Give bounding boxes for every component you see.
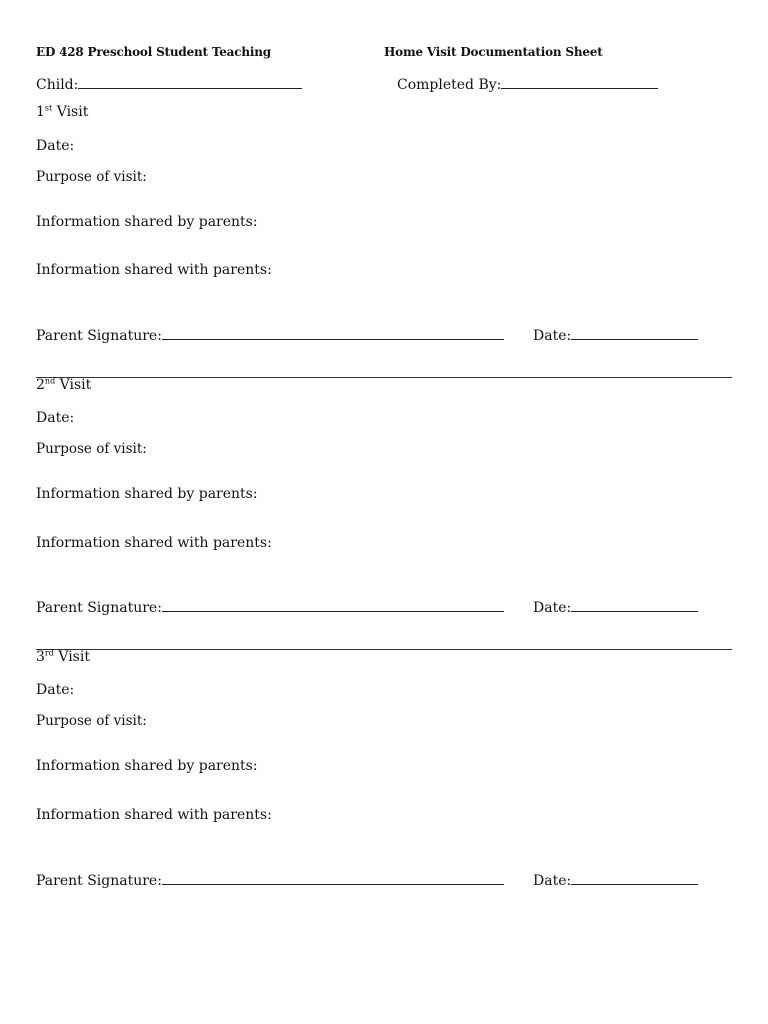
visit-3-suffix: rd [44,648,54,658]
visit-3-sig-date-blank[interactable] [571,872,698,885]
completed-by-label: Completed By: [397,77,502,93]
visit-1-signature-label: Parent Signature: [36,328,162,344]
visit-3-sig-date-label: Date: [533,873,572,889]
child-blank[interactable] [78,76,302,89]
visit-2-number: 2 [36,377,45,393]
child-field[interactable] [36,76,302,93]
visit-1-suffix: st [44,103,53,113]
visit-3-info-by-label: Information shared by parents: [36,758,258,774]
visit-1-signature-field[interactable] [36,327,504,344]
visit-3-word: Visit [58,649,90,665]
completed-by-blank[interactable] [501,76,658,89]
sheet-title: Home Visit Documentation Sheet [384,45,603,59]
visit-1-heading [36,104,88,120]
visit-2-signature-field[interactable] [36,599,504,616]
visit-2-sig-date-label: Date: [533,600,572,616]
course-title: ED 428 Preschool Student Teaching [36,45,271,59]
visit-1-info-with-label: Information shared with parents: [36,262,272,278]
visit-1-purpose-label: Purpose of visit: [36,169,147,185]
visit-1-sig-date-field[interactable] [533,327,698,344]
visit-2-divider [36,649,732,650]
visit-1-number: 1 [36,104,45,120]
visit-3-sig-date-field[interactable] [533,872,698,889]
visit-1-divider [36,377,732,378]
visit-1-signature-blank[interactable] [162,327,504,340]
visit-3-purpose-label: Purpose of visit: [36,713,147,729]
visit-2-date-label: Date: [36,410,75,426]
visit-2-info-by-label: Information shared by parents: [36,486,258,502]
visit-2-sig-date-field[interactable] [533,599,698,616]
visit-2-signature-label: Parent Signature: [36,600,162,616]
visit-1-sig-date-label: Date: [533,328,572,344]
visit-3-number: 3 [36,649,45,665]
visit-3-signature-blank[interactable] [162,872,504,885]
visit-2-signature-blank[interactable] [162,599,504,612]
visit-2-info-with-label: Information shared with parents: [36,535,272,551]
visit-2-suffix: nd [44,376,56,386]
visit-1-sig-date-blank[interactable] [571,327,698,340]
visit-1-info-by-label: Information shared by parents: [36,214,258,230]
visit-2-heading [36,377,91,393]
visit-2-word: Visit [59,377,92,393]
visit-3-heading [36,649,90,665]
visit-3-signature-field[interactable] [36,872,504,889]
visit-1-date-label: Date: [36,138,75,154]
visit-2-purpose-label: Purpose of visit: [36,441,147,457]
visit-3-signature-label: Parent Signature: [36,873,162,889]
visit-1-word: Visit [56,104,89,120]
visit-3-date-label: Date: [36,682,75,698]
completed-by-field[interactable] [397,76,658,93]
child-label: Child: [36,77,79,93]
visit-3-info-with-label: Information shared with parents: [36,807,272,823]
visit-2-sig-date-blank[interactable] [571,599,698,612]
